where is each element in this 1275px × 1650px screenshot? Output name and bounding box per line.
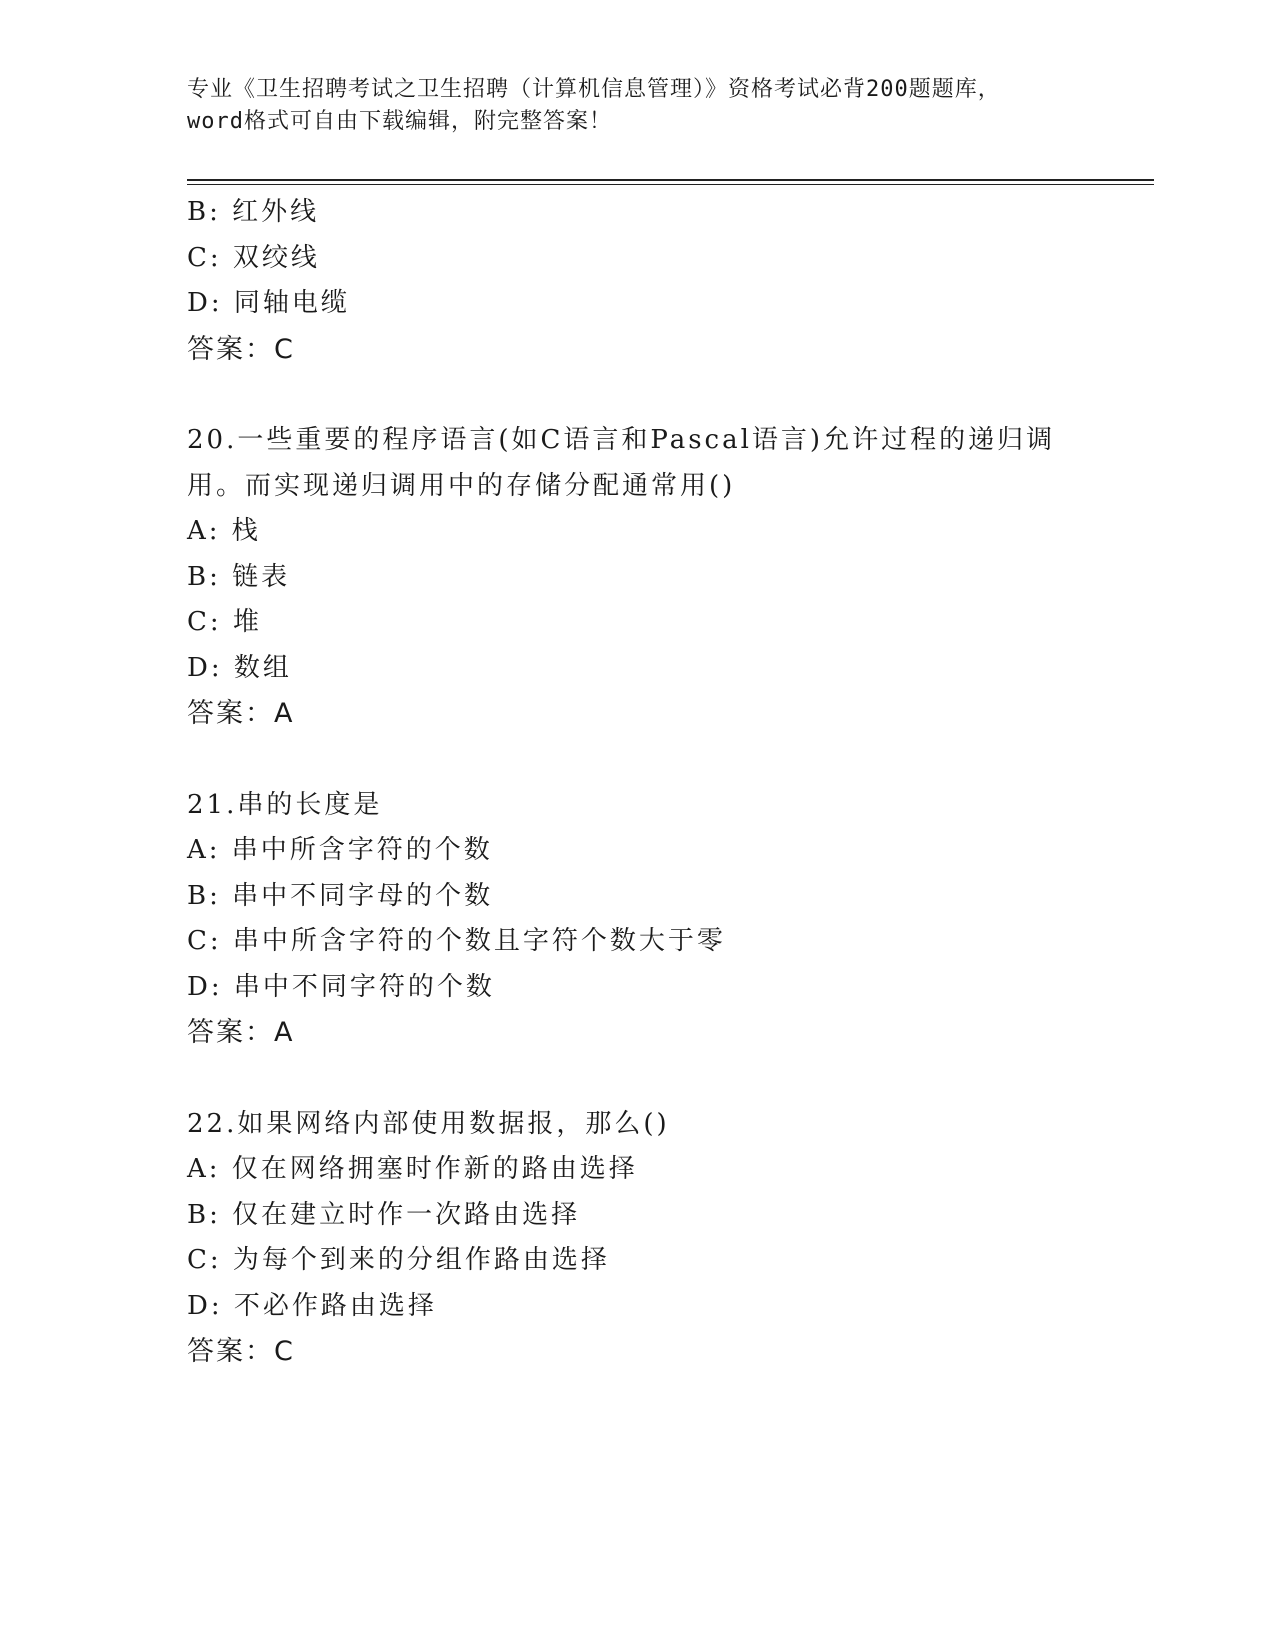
- answer-line: 答案：A: [187, 698, 295, 729]
- block-spacer: [187, 1056, 1147, 1102]
- question-line: D: 串中不同字符的个数: [187, 971, 495, 1002]
- answer-line: 答案：C: [187, 1336, 295, 1367]
- question-line: A: 仅在网络拥塞时作新的路由选择: [187, 1154, 638, 1184]
- question-line: C: 串中所含字符的个数且字符个数大于零: [187, 926, 726, 956]
- question-line: D: 数组: [187, 652, 292, 683]
- question-line: B: 红外线: [187, 197, 320, 227]
- answer-line: 答案：A: [187, 1017, 295, 1048]
- question-line: 21.串的长度是: [187, 789, 383, 820]
- question-line: 用。而实现递归调用中的存储分配通常用(): [187, 470, 736, 501]
- question-line: A: 栈: [187, 516, 261, 546]
- question-line: C: 双绞线: [187, 242, 320, 273]
- header-divider-thin: [187, 184, 1154, 185]
- question-line: 22.如果网络内部使用数据报，那么(): [187, 1108, 670, 1139]
- block-spacer: [187, 372, 1147, 418]
- question-line: D: 同轴电缆: [187, 288, 350, 318]
- question-line: D: 不必作路由选择: [187, 1290, 437, 1321]
- block-spacer: [187, 737, 1147, 783]
- question-block: [187, 190, 1147, 372]
- question-list: [187, 190, 1147, 1375]
- question-line: C: 为每个到来的分组作路由选择: [187, 1245, 610, 1275]
- question-line: C: 堆: [187, 607, 262, 637]
- header-line-1: 专业《卫生招聘考试之卫生招聘（计算机信息管理）》资格考试必背200题题库，: [187, 77, 1001, 102]
- question-block: [187, 783, 1147, 1056]
- document-header: [187, 74, 1087, 138]
- question-block: [187, 418, 1147, 737]
- question-line: B: 串中不同字母的个数: [187, 880, 494, 911]
- question-line: B: 仅在建立时作一次路由选择: [187, 1199, 581, 1230]
- answer-line: 答案：C: [187, 333, 295, 365]
- header-line-2: word格式可自由下载编辑，附完整答案！: [187, 109, 612, 134]
- question-line: A: 串中所含字符的个数: [187, 835, 493, 865]
- header-divider-thick: [187, 179, 1154, 181]
- question-block: [187, 1102, 1147, 1375]
- question-line: 20.一些重要的程序语言(如C语言和Pascal语言)允许过程的递归调: [187, 425, 1056, 455]
- question-line: B: 链表: [187, 561, 291, 592]
